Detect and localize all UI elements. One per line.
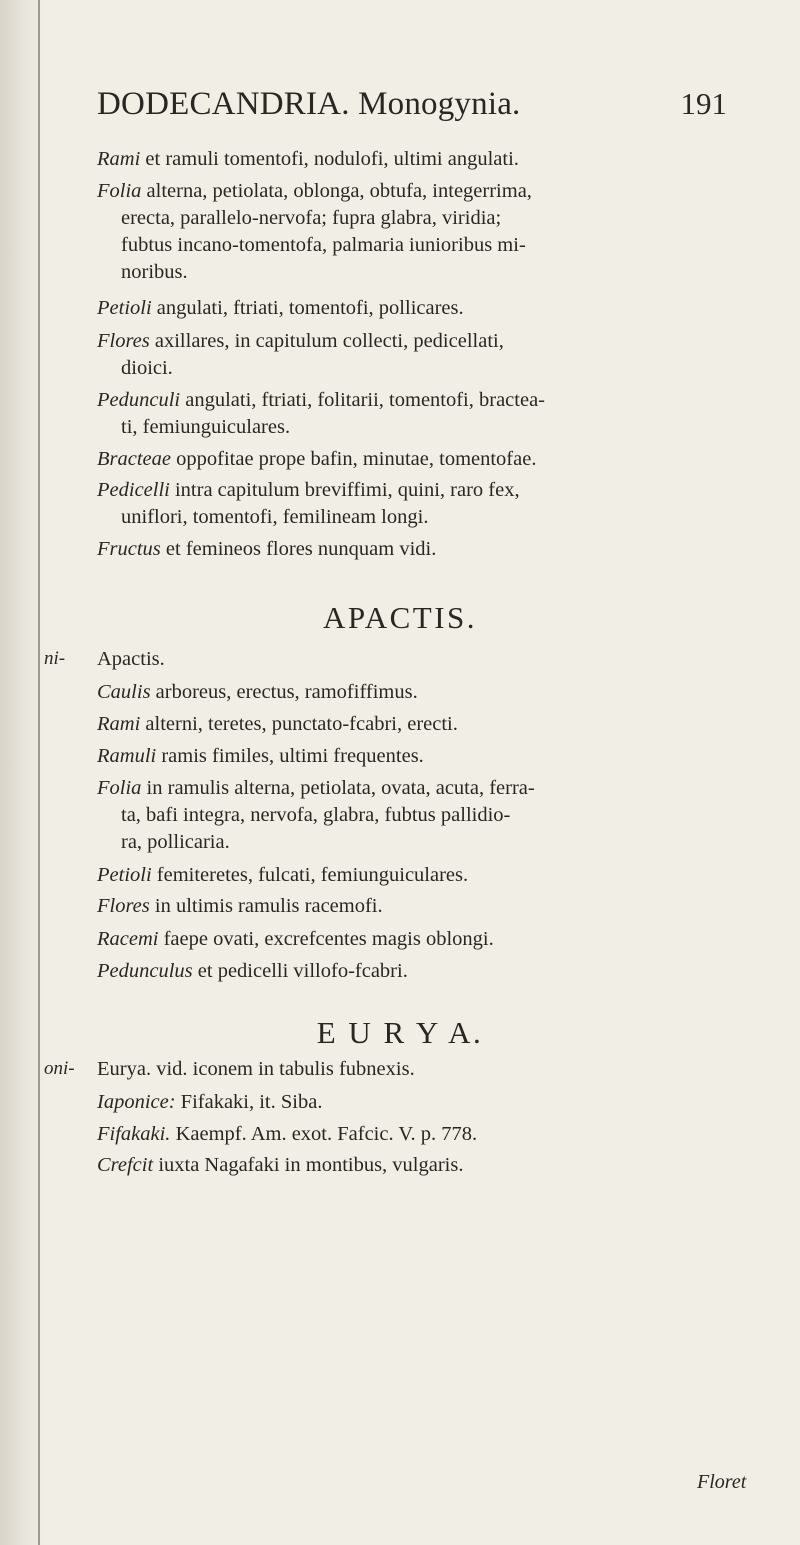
entry-pedicelli [97, 477, 757, 531]
entry-term: Flores [97, 895, 150, 917]
entry-continuation: dioici. [121, 357, 173, 379]
entry-term: Flores [97, 330, 150, 352]
entry-text: et ramuli tomentofi, nodulofi, ultimi angulati. [140, 148, 519, 170]
entry-text: Kaempf. Am. exot. Fafcic. V. p. 778. [170, 1123, 478, 1145]
entry-term: Pedunculus [97, 960, 193, 982]
entry-text: angulati, ftriati, tomentofi, pollicares. [151, 297, 464, 319]
entry-racemi [97, 926, 757, 953]
genus-heading-apactis: APACTIS. [322, 600, 478, 635]
genus-heading-eurya: E U R Y A. [316, 1015, 484, 1050]
entry-text: femiteretes, fulcati, femiunguiculares. [151, 864, 469, 886]
entry-text: Fifakaki, it. Siba. [175, 1091, 323, 1113]
entry-text: intra capitulum breviffimi, quini, raro fex, [169, 479, 520, 501]
entry-text: iuxta Nagafaki in montibus, vulgaris. [153, 1154, 464, 1176]
entry-term: Racemi [97, 928, 159, 950]
entry-continuation: ra, pollicaria. [121, 831, 230, 853]
entry-folia [97, 178, 757, 286]
entry-petioli [97, 295, 757, 322]
binding-edge [38, 0, 40, 1545]
entry-text: et femineos flores nunquam vidi. [160, 538, 437, 560]
entry-term: Pedicelli [97, 479, 170, 501]
entry-continuation: noribus. [121, 261, 188, 283]
entry-text: in ultimis ramulis racemofi. [149, 895, 383, 917]
entry-bracteae [97, 446, 757, 473]
entry-continuation: uniflori, tomentofi, femilineam longi. [121, 506, 429, 528]
margin-note: ni- [44, 648, 66, 669]
entry-folia [97, 775, 757, 856]
entry-text: oppofitae prope bafin, minutae, tomentofae. [171, 448, 537, 470]
entry-term: Petioli [97, 864, 152, 886]
entry-term: Caulis [97, 681, 151, 703]
entry-text: ramis fimiles, ultimi frequentes. [156, 745, 424, 767]
entry-rami [97, 711, 757, 738]
entry-term: Fructus [97, 538, 161, 560]
catchword: Floret [697, 1471, 747, 1493]
entry-petioli [97, 862, 757, 889]
entry-pedunculi [97, 387, 757, 441]
entry-text: angulati, ftriati, folitarii, tomentofi, bractea- [180, 389, 546, 411]
page-header [97, 86, 727, 130]
entry-term: Iaponice: [97, 1091, 176, 1113]
entry-text: arboreus, erectus, ramofiffimus. [150, 681, 418, 703]
entry-iaponice [97, 1089, 757, 1116]
genus-intro: Eurya. vid. iconem in tabulis fubnexis. [97, 1058, 415, 1080]
entry-term: Fifakaki. [97, 1123, 171, 1145]
entry-term: Petioli [97, 297, 152, 319]
entry-term: Ramuli [97, 745, 157, 767]
entry-term: Rami [97, 148, 141, 170]
entry-term: Folia [97, 777, 142, 799]
entry-text: et pedicelli villofo-fcabri. [192, 960, 408, 982]
genus-intro: Apactis. [97, 648, 165, 670]
page-number: 191 [680, 86, 727, 121]
margin-note: oni- [44, 1058, 75, 1079]
entry-flores [97, 328, 757, 382]
entry-term: Folia [97, 180, 142, 202]
running-title: DODECANDRIA. Monogynia. [97, 86, 521, 122]
entry-text: alterna, petiolata, oblonga, obtufa, integerrima, [141, 180, 532, 202]
entry-text: faepe ovati, excrefcentes magis oblongi. [158, 928, 494, 950]
entry-continuation: erecta, parallelo-nervofa; fupra glabra, viridia; [121, 207, 502, 229]
entry-caulis [97, 679, 757, 706]
entry-ramuli [97, 743, 757, 770]
entry-continuation: ta, bafi integra, nervofa, glabra, fubtus pallidio- [121, 804, 511, 826]
entry-term: Rami [97, 713, 141, 735]
binding-gutter [0, 0, 48, 1545]
entry-continuation: fubtus incano-tomentofa, palmaria iunioribus mi- [121, 234, 526, 256]
entry-continuation: ti, femiunguiculares. [121, 416, 291, 438]
entry-text: in ramulis alterna, petiolata, ovata, acuta, ferra- [141, 777, 535, 799]
entry-flores [97, 893, 757, 920]
entry-term: Pedunculi [97, 389, 181, 411]
entry-pedunculus [97, 958, 757, 985]
entry-rami [97, 146, 757, 173]
entry-fifakaki [97, 1121, 757, 1148]
entry-text: axillares, in capitulum collecti, pedicellati, [149, 330, 504, 352]
entry-fructus [97, 536, 757, 563]
entry-term: Crefcit [97, 1154, 154, 1176]
entry-text: alterni, teretes, punctato-fcabri, erecti. [140, 713, 458, 735]
entry-crescit [97, 1152, 757, 1179]
entry-term: Bracteae [97, 448, 171, 470]
